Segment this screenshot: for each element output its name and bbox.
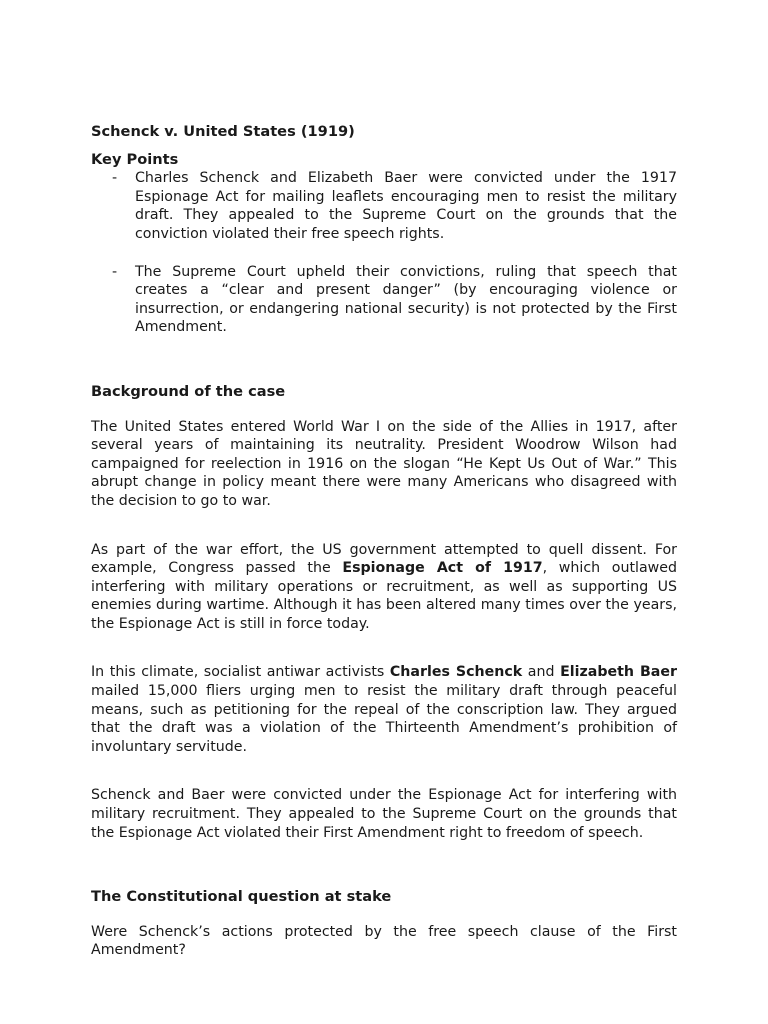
text-run: In this climate, socialist antiwar activists	[91, 664, 390, 681]
constitutional-question-text: Were Schenck’s actions protected by the free speech clause of the First Amendment?	[91, 923, 677, 959]
bullet-dash: -	[112, 263, 118, 280]
background-paragraph-3	[91, 663, 677, 756]
espionage-act-bold: Espionage Act of 1917	[342, 560, 543, 577]
key-points-heading: Key Points	[91, 150, 179, 168]
document-body	[91, 123, 677, 960]
background-paragraph-1: The United States entered World War I on the side of the Allies in 1917, after several years of maintaining its neutrality. President Woodrow Wilson had campaigned for reelection in 1916 on the slogan “He Kept Us Out of War.” This abrupt change in policy meant there were many Americans who disagreed with the decision to go to war.	[91, 418, 677, 509]
text-run: and	[522, 664, 561, 681]
key-point-item	[91, 169, 677, 243]
text-run: , which outlawed interfering with military operations or recruitment, as well as supporting US enemies during wartime. Although it has been altered many times over the years, the Espionage Act is still in force today.	[91, 560, 677, 632]
document-title: Schenck v. United States (1919)	[91, 123, 355, 140]
charles-schenck-bold: Charles Schenck	[389, 664, 523, 681]
text-run: As part of the war effort, the US government attempted to quell dissent. For example, Congress passed the	[91, 541, 677, 577]
key-points-list	[91, 169, 677, 337]
elizabeth-baer-bold: Elizabeth Baer	[560, 664, 678, 681]
background-heading: Background of the case	[91, 382, 286, 400]
bullet-dash: -	[112, 170, 118, 187]
key-point-text: The Supreme Court upheld their convictions, ruling that speech that creates a “clear and present danger” (by encouraging violence or insurrection, or endangering national security) is not protected by the First Amendment.	[135, 263, 677, 336]
key-point-text: Charles Schenck and Elizabeth Baer were convicted under the 1917 Espionage Act for mailing leaflets encouraging men to resist the military draft. They appealed to the Supreme Court on the grounds that the conviction violated their free speech rights.	[135, 170, 677, 242]
text-run: mailed 15,000 fliers urging men to resist the military draft through peaceful means, such as petitioning for the repeal of the conscription law. They argued that the draft was a violation of the Thirteenth Amendment’s prohibition of involuntary servitude.	[91, 683, 677, 755]
constitutional-question-heading: The Constitutional question at stake	[91, 888, 392, 906]
background-paragraph-2	[91, 541, 677, 634]
background-paragraph-4: Schenck and Baer were convicted under the Espionage Act for interfering with military recruitment. They appealed to the Supreme Court on the grounds that the Espionage Act violated their First Amendment right to freedom of speech.	[91, 787, 677, 841]
key-point-item	[91, 263, 677, 337]
